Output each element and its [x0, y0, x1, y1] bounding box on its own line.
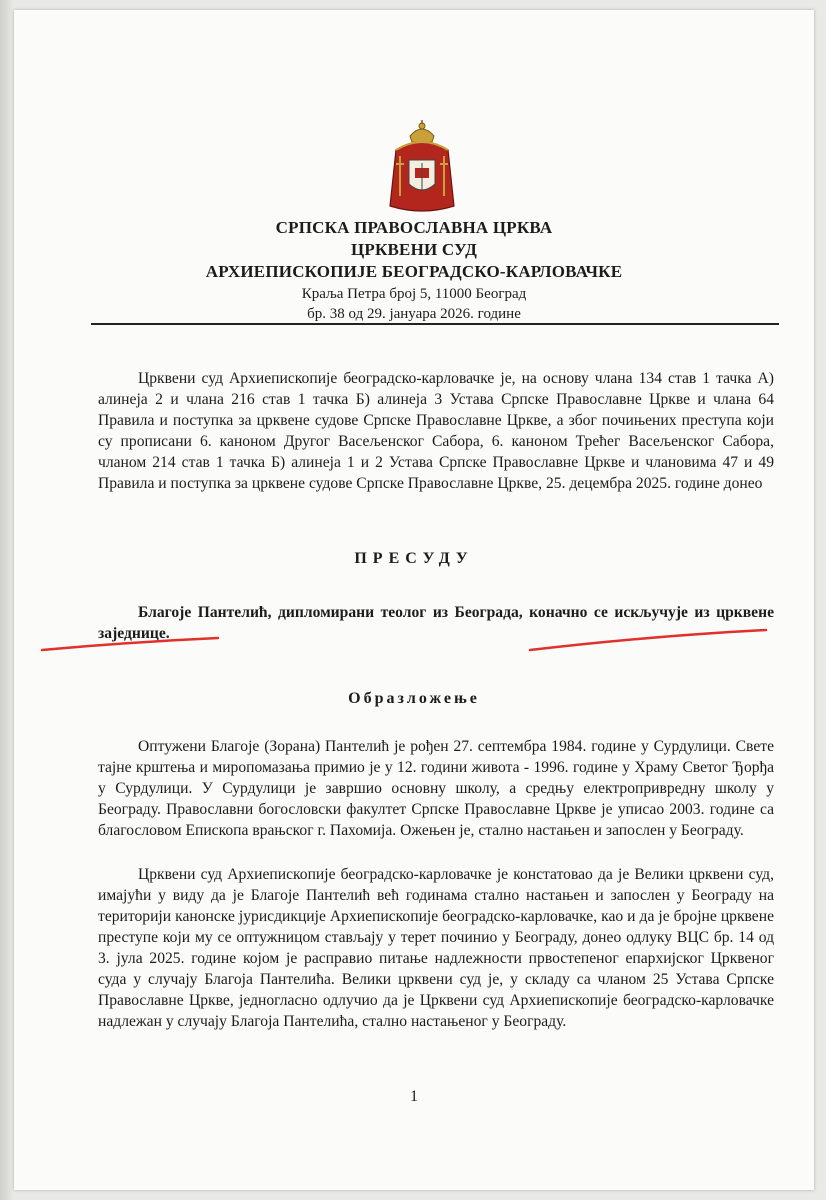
archdiocese-name: АРХИЕПИСКОПИЈЕ БЕОГРАДСКО-КАРЛОВАЧКЕ: [205, 262, 623, 281]
reasoning-paragraph-1: Оптужени Благоје (Зорана) Пантелић је рођен 27. септембра 1984. године у Сурдулици. Свете тајне крштења и миропомазања примио је у 12. години живота - 1996. године у Храму Светог Ђорђа у Сурдулици. У Сурдулици је завршио основну школу, а средњу електропривредну школу у Београду. Православни богословски факултет Српске Православне Цркве је уписао 2003. године са благословом Епископа врањског г. Пахомија. Ожењен је, стално настањен и запослен у Београду.: [98, 738, 774, 839]
verdict-text: Благоје Пантелић, дипломирани теолог из Београда, коначно се искључује из црквене заједнице.: [98, 604, 774, 642]
reasoning-title: Образложење: [348, 690, 480, 707]
reference-line: бр. 38 од 29. јануара 2026. године: [307, 306, 521, 322]
header-divider: [91, 323, 779, 325]
court-name: ЦРКВЕНИ СУД: [350, 240, 477, 259]
verdict-title: ПРЕСУДУ: [354, 550, 474, 567]
address-line: Краља Петра број 5, 11000 Београд: [301, 286, 527, 302]
document-page: [14, 10, 814, 1190]
church-name: СРПСКА ПРАВОСЛАВНА ЦРКВА: [275, 218, 553, 237]
coat-of-arms-icon: [382, 120, 462, 220]
intro-paragraph: Црквени суд Архиепископије београдско-карловачке је, на основу члана 134 став 1 тачка А) алинеја 2 и члана 216 став 1 тачка Б) алинеја 3 Устава Српске Православне Цркве и члана 64 Правила и поступка за црквене судове Српске Православне Цркве, а због почињених преступа који су прописани 6. каноном Другог Васељенског Сабора, 6. каноном Трећег Васељенског Сабора, чланом 214 став 1 тачка Б) алинеја 1 и 2 Устава Српске Православне Цркве и члановима 47 и 49 Правила и поступка за црквене судове Српске Православне Цркве, 25. децембра 2025. године донео: [98, 370, 774, 492]
reasoning-paragraph-2: Црквени суд Архиепископије београдско-карловачке је констатовао да је Велики црквени суд, имајући у виду да је Благоје Пантелић већ годинама стално настањен и запослен у Београду на територији канонске јурисдикције Архиепископије београдско-карловачке, као и да је бројне црквене преступе који му се оптужницом стављају у терет починио у Београду, донео одлуку ВЦС бр. 14 од 3. јула 2025. године којом је расправио питање надлежности првостепеног епархијског Црквеног суда у случају Благоја Пантелића. Велики црквени суд је, у складу са чланом 25 Устава Српске Православне Цркве, једногласно одлучио да је Црквени суд Архиепископије београдско-карловачке надлежан у случају Благоја Пантелића, стално настањеног у Београду.: [98, 866, 774, 1030]
page-edge-shadow: [0, 0, 14, 1200]
page-number: 1: [410, 1088, 418, 1105]
